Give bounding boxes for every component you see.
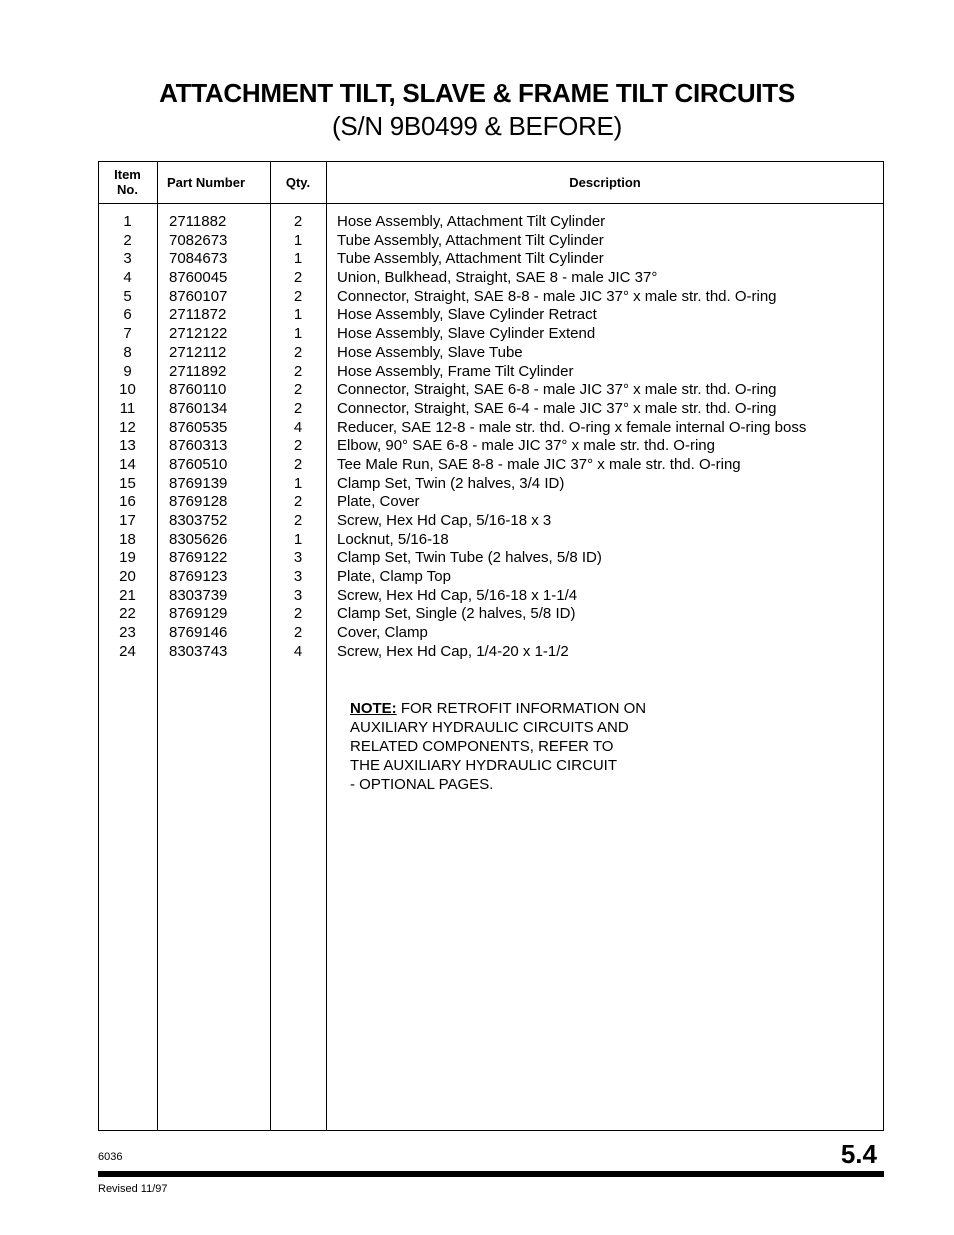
description-cell: Screw, Hex Hd Cap, 5/16-18 x 1-1/4 xyxy=(337,586,578,604)
table-row xyxy=(98,605,884,624)
qty-cell: 1 xyxy=(293,231,303,249)
description-cell: Connector, Straight, SAE 6-8 - male JIC 37° x male str. thd. O-ring xyxy=(337,381,777,399)
item-no-cell: 3 xyxy=(123,250,132,268)
table-row xyxy=(98,624,884,643)
description-cell: Plate, Cover xyxy=(337,493,420,511)
description-cell: Clamp Set, Twin (2 halves, 3/4 ID) xyxy=(337,474,565,492)
qty-cell: 4 xyxy=(293,642,303,660)
part-number-cell: 8769122 xyxy=(169,549,228,567)
part-number-cell: 8760110 xyxy=(169,381,227,399)
part-number-cell: 8760107 xyxy=(169,287,228,305)
table-row xyxy=(98,531,884,550)
qty-cell: 1 xyxy=(293,325,303,343)
table-row xyxy=(98,437,884,456)
qty-cell: 2 xyxy=(293,624,303,642)
qty-cell: 2 xyxy=(293,381,303,399)
table-row xyxy=(98,269,884,288)
description-cell: Hose Assembly, Slave Cylinder Extend xyxy=(337,325,596,343)
part-number-cell: 8769128 xyxy=(169,493,228,511)
part-number-cell: 7082673 xyxy=(169,231,228,249)
item-no-cell: 12 xyxy=(119,418,136,436)
item-no-cell: 13 xyxy=(119,437,136,455)
part-number-cell: 2712122 xyxy=(169,325,228,343)
item-no-cell: 10 xyxy=(119,381,136,399)
table-body xyxy=(98,213,884,662)
table-row xyxy=(98,363,884,382)
table-row xyxy=(98,493,884,512)
page-number: 5.4 xyxy=(840,1139,877,1169)
qty-cell: 2 xyxy=(293,269,303,287)
qty-cell: 1 xyxy=(293,306,303,324)
part-number-cell: 8303752 xyxy=(169,512,228,529)
part-number-cell: 7084673 xyxy=(169,250,228,268)
part-number-cell: 8760510 xyxy=(169,455,228,473)
table-row xyxy=(98,344,884,363)
qty-cell: 1 xyxy=(293,250,303,268)
item-no-cell: 7 xyxy=(123,325,132,343)
item-no-cell: 4 xyxy=(123,269,132,287)
description-cell: Hose Assembly, Slave Tube xyxy=(337,343,523,361)
qty-cell: 2 xyxy=(293,399,303,417)
item-no-cell: 20 xyxy=(119,568,136,586)
description-cell: Elbow, 90° SAE 6-8 - male JIC 37° x male str. thd. O-ring xyxy=(337,437,715,455)
item-no-cell: 14 xyxy=(119,455,136,473)
qty-cell: 2 xyxy=(293,512,303,529)
table-row xyxy=(98,213,884,232)
qty-cell: 4 xyxy=(293,418,303,436)
table-row xyxy=(98,232,884,251)
item-no-cell: 24 xyxy=(119,642,136,660)
item-no-cell: 15 xyxy=(119,474,136,492)
part-number-cell: 8760045 xyxy=(169,269,228,287)
description-cell: Clamp Set, Single (2 halves, 5/8 ID) xyxy=(337,605,576,623)
qty-cell: 2 xyxy=(293,437,303,455)
table-row xyxy=(98,325,884,344)
description-cell: Tube Assembly, Attachment Tilt Cylinder xyxy=(337,231,604,249)
item-no-cell: 6 xyxy=(123,306,132,324)
part-number-cell: 8305626 xyxy=(169,530,228,548)
qty-cell: 3 xyxy=(293,568,303,586)
item-no-cell: 18 xyxy=(119,530,136,548)
table-row xyxy=(98,306,884,325)
description-cell: Hose Assembly, Slave Cylinder Retract xyxy=(337,306,597,324)
table-row xyxy=(98,643,884,662)
item-no-cell: 11 xyxy=(119,399,136,417)
qty-cell: 3 xyxy=(293,586,303,604)
qty-cell: 2 xyxy=(293,213,303,230)
page-title: ATTACHMENT TILT, SLAVE & FRAME TILT CIRCUITS xyxy=(159,78,795,108)
table-row xyxy=(98,456,884,475)
item-no-cell: 2 xyxy=(123,231,132,249)
item-no-cell: 8 xyxy=(123,343,132,361)
description-cell: Tee Male Run, SAE 8-8 - male JIC 37° x male str. thd. O-ring xyxy=(337,455,741,473)
part-number-cell: 8769139 xyxy=(169,474,228,492)
qty-cell: 2 xyxy=(293,493,303,511)
description-cell: Connector, Straight, SAE 8-8 - male JIC 37° x male str. thd. O-ring xyxy=(337,287,777,305)
part-number-cell: 8303743 xyxy=(169,642,228,660)
item-no-cell: 19 xyxy=(119,549,136,567)
header-description: Description xyxy=(569,174,641,190)
table-row xyxy=(98,250,884,269)
part-number-cell: 2711872 xyxy=(169,306,227,324)
item-no-cell: 16 xyxy=(119,493,136,511)
item-no-cell: 22 xyxy=(119,605,136,623)
item-no-cell: 17 xyxy=(119,512,136,529)
description-cell: Hose Assembly, Attachment Tilt Cylinder xyxy=(337,213,606,230)
qty-cell: 3 xyxy=(293,549,303,567)
part-number-cell: 2711892 xyxy=(169,362,227,380)
part-number-cell: 8760313 xyxy=(169,437,228,455)
qty-cell: 2 xyxy=(293,343,303,361)
part-number-cell: 8769123 xyxy=(169,568,228,586)
description-cell: Hose Assembly, Frame Tilt Cylinder xyxy=(337,362,574,380)
document-code: 6036 xyxy=(98,1151,123,1163)
table-row xyxy=(98,419,884,438)
header-part-number: Part Number xyxy=(167,174,246,190)
description-cell: Screw, Hex Hd Cap, 5/16-18 x 3 xyxy=(337,512,552,529)
header-item-no: Item No. xyxy=(114,167,141,197)
table-row xyxy=(98,568,884,587)
description-cell: Connector, Straight, SAE 6-4 - male JIC 37° x male str. thd. O-ring xyxy=(337,399,777,417)
item-no-cell: 21 xyxy=(119,586,136,604)
description-cell: Clamp Set, Twin Tube (2 halves, 5/8 ID) xyxy=(337,549,602,567)
part-number-cell: 8760535 xyxy=(169,418,228,436)
description-cell: Tube Assembly, Attachment Tilt Cylinder xyxy=(337,250,604,268)
part-number-cell: 8769146 xyxy=(169,624,228,642)
table-row xyxy=(98,512,884,531)
part-number-cell: 8303739 xyxy=(169,586,228,604)
table-row xyxy=(98,587,884,606)
part-number-cell: 2711882 xyxy=(169,213,227,230)
retrofit-note: NOTE: FOR RETROFIT INFORMATION ON AUXILIARY HYDRAULIC CIRCUITS AND RELATED COMPONENTS, REFER TO THE AUXILIARY HYDRAULIC CIRCUIT - OPTIONAL PAGES. xyxy=(350,700,647,793)
footer-rule xyxy=(98,1171,884,1177)
page-subtitle: (S/N 9B0499 & BEFORE) xyxy=(332,111,622,141)
description-cell: Locknut, 5/16-18 xyxy=(337,530,449,548)
note-label: NOTE: xyxy=(350,700,397,717)
qty-cell: 2 xyxy=(293,455,303,473)
header-qty: Qty. xyxy=(285,174,311,190)
part-number-cell: 8769129 xyxy=(169,605,228,623)
part-number-cell: 2712112 xyxy=(169,343,227,361)
description-cell: Plate, Clamp Top xyxy=(337,568,451,586)
revision-date: Revised 11/97 xyxy=(98,1183,168,1195)
table-row xyxy=(98,400,884,419)
qty-cell: 2 xyxy=(293,605,303,623)
description-cell: Screw, Hex Hd Cap, 1/4-20 x 1-1/2 xyxy=(337,642,569,660)
part-number-cell: 8760134 xyxy=(169,399,228,417)
table-row xyxy=(98,381,884,400)
table-row xyxy=(98,475,884,494)
item-no-cell: 23 xyxy=(119,624,136,642)
table-row xyxy=(98,288,884,307)
item-no-cell: 9 xyxy=(123,362,132,380)
qty-cell: 2 xyxy=(293,287,303,305)
description-cell: Cover, Clamp xyxy=(337,624,428,642)
table-row xyxy=(98,549,884,568)
item-no-cell: 1 xyxy=(123,213,132,230)
qty-cell: 2 xyxy=(293,362,303,380)
item-no-cell: 5 xyxy=(123,287,132,305)
description-cell: Union, Bulkhead, Straight, SAE 8 - male JIC 37° xyxy=(337,269,658,287)
header-divider xyxy=(98,203,884,204)
qty-cell: 1 xyxy=(293,530,303,548)
qty-cell: 1 xyxy=(293,474,303,492)
description-cell: Reducer, SAE 12-8 - male str. thd. O-ring x female internal O-ring boss xyxy=(337,418,807,436)
